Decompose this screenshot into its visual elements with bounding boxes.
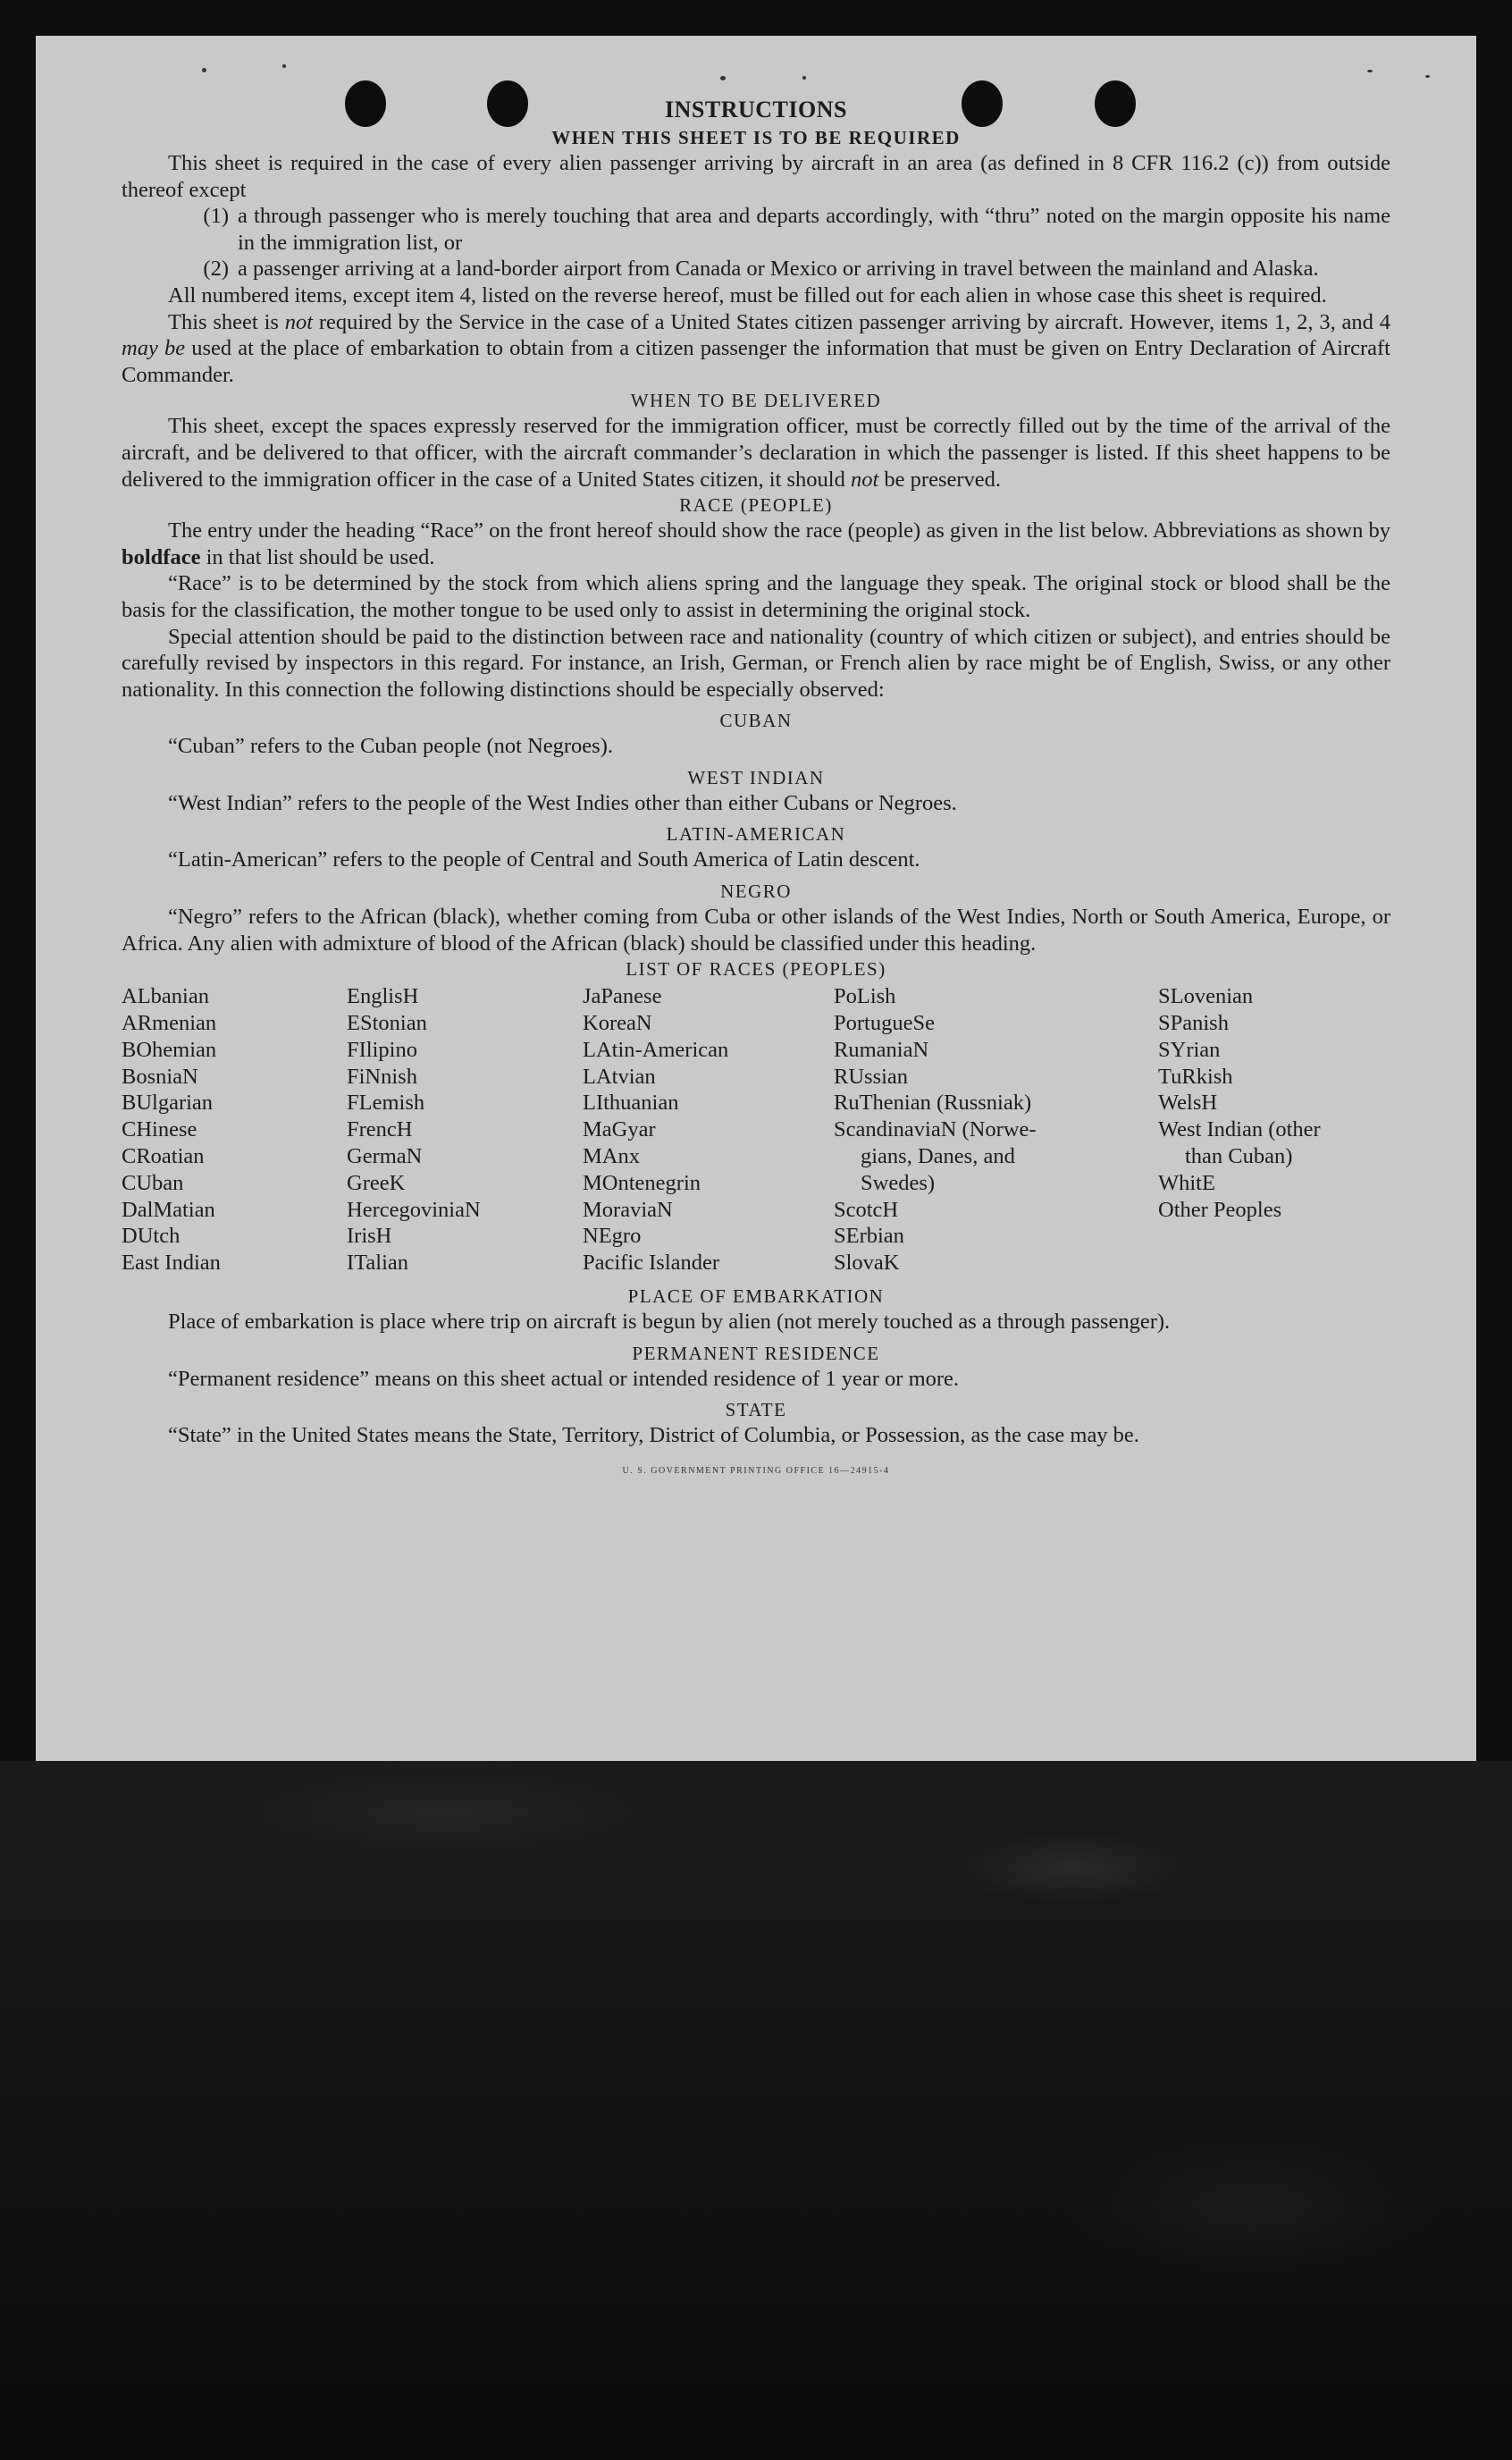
section-heading-delivered: WHEN TO BE DELIVERED [630, 390, 882, 412]
text-run: required by the Service in the case of a United States citizen passenger arriving by aircraft. However, items 1, 2, 3, and 4 [313, 309, 1390, 334]
exception-text: a passenger arriving at a land-border airport from Canada or Mexico or arriving in travel between the mainland and Alaska. [238, 257, 1319, 282]
race-para-2: “Race” is to be determined by the stock from which aliens spring and the language they speak. The original stock or blood shall be the basis for the classification, the mother tongue to be used only to assist in determining the original stock. [122, 571, 1390, 622]
race-para-1 [122, 518, 1390, 570]
instruction-sheet [36, 36, 1476, 1761]
required-intro: This sheet is required in the case of every alien passenger arriving by aircraft in an area (as defined in 8 CFR 116.2 (c)) from outside thereof except [122, 151, 1390, 202]
race-entry: BosniaN [122, 1064, 198, 1089]
race-entry: IrisH [347, 1224, 392, 1249]
page-title: INSTRUCTIONS [665, 97, 847, 122]
race-para-3: Special attention should be paid to the distinction between race and nationality (country of which citizen or subject), and entries should be carefully revised by inspectors in this regard. For instance, an Irish, German, or French alien by race might be of English, Swiss, or any other nationality. In this connection the following distinctions should be especially observed: [122, 624, 1390, 702]
race-entry: LAtvian [583, 1064, 656, 1089]
race-entry: HercegoviniaN [347, 1197, 481, 1222]
section-heading-state: STATE [725, 1399, 787, 1421]
race-entry: GreeK [347, 1170, 406, 1195]
punch-hole [345, 80, 386, 127]
race-entry: JaPanese [583, 984, 662, 1009]
races-column-4 [834, 983, 1158, 1276]
race-entry: DalMatian [122, 1197, 215, 1222]
race-entry: RuThenian (Russniak) [834, 1091, 1032, 1116]
race-entry: than Cuban) [1185, 1144, 1293, 1169]
race-entry: CRoatian [122, 1144, 205, 1169]
section-heading-latin-american: LATIN-AMERICAN [666, 823, 846, 846]
text-run: in that list should be used. [200, 544, 435, 569]
race-entry: Pacific Islander [583, 1251, 720, 1276]
west-indian-text: “West Indian” refers to the people of the West Indies other than either Cubans or Negroes. [168, 790, 957, 815]
race-entry: TuRkish [1158, 1064, 1233, 1089]
text-run: The entry under the heading “Race” on the front hereof should show the race (people) as given in the list below. Abbreviations as shown by [168, 518, 1390, 543]
section-heading-residence: PERMANENT RESIDENCE [632, 1342, 880, 1364]
race-entry: PortugueSe [834, 1011, 935, 1036]
latin-american-text: “Latin-American” refers to the people of Central and South America of Latin descent. [168, 847, 920, 872]
emphasis-text: may be [122, 336, 186, 361]
race-entry: MaGyar [583, 1117, 656, 1142]
text-run: This sheet is [168, 309, 285, 334]
dust-speck [802, 76, 806, 80]
race-entry: KoreaN [583, 1011, 652, 1036]
emphasis-text: not [850, 467, 879, 492]
text-run: used at the place of embarkation to obtain from a citizen passenger the information that must be given on Entry Declaration of Aircraft Commander. [122, 336, 1390, 387]
races-column-1 [122, 983, 347, 1276]
dust-speck [202, 68, 206, 72]
exception-number: (1) [203, 204, 229, 229]
dust-speck [720, 76, 726, 80]
exception-text: a through passenger who is merely touching that area and departs accordingly, with “thru” noted on the margin opposite his name in the immigration list, or [238, 204, 1390, 255]
race-entry: Other Peoples [1158, 1197, 1282, 1222]
text-run: This sheet, except the spaces expressly reserved for the immigration officer, must be correctly filled out by the time of the arrival of the aircraft, and be delivered to that officer, with the aircraft commander’s declaration in which the passenger is listed. If this sheet happens to be delivered to the immigration officer in the case of a United States citizen, it should [122, 414, 1390, 492]
race-entry: West Indian (other [1158, 1117, 1321, 1142]
race-entry: BUlgarian [122, 1091, 214, 1116]
race-entry: ScotcH [834, 1197, 899, 1222]
exception-item-1 [122, 203, 1390, 256]
race-entry: GermaN [347, 1144, 423, 1169]
dust-speck [1425, 75, 1430, 78]
race-entry: MAnx [583, 1144, 640, 1169]
race-entry: CUban [122, 1170, 184, 1195]
scan-background [0, 1761, 1512, 2460]
race-entry: FiNnish [347, 1064, 417, 1089]
section-heading-embarkation: PLACE OF EMBARKATION [627, 1285, 885, 1308]
race-entry: LAtin-American [583, 1037, 729, 1062]
race-entry: EnglisH [347, 984, 419, 1009]
race-entry: WhitE [1158, 1170, 1215, 1195]
race-entry: SErbian [834, 1224, 904, 1249]
residence-text: “Permanent residence” means on this sheet actual or intended residence of 1 year or more. [168, 1366, 960, 1391]
section-heading-negro: NEGRO [720, 880, 792, 903]
race-entry: ARmenian [122, 1011, 217, 1036]
race-entry: Swedes) [861, 1170, 936, 1195]
race-entry: EStonian [347, 1011, 427, 1036]
race-entry: SLovenian [1158, 984, 1254, 1009]
punch-hole [1095, 80, 1136, 127]
state-text: “State” in the United States means the State, Territory, District of Columbia, or Possession, as the case may be. [168, 1423, 1139, 1448]
race-entry: RumaniaN [834, 1037, 929, 1062]
races-column-2 [347, 983, 583, 1276]
race-entry: NEgro [583, 1224, 642, 1249]
negro-text: “Negro” refers to the African (black), whether coming from Cuba or other islands of the West Indies, North or South America, Europe, or Africa. Any alien with admixture of blood of the African (black) should be classified under this heading. [122, 905, 1390, 956]
section-heading-cuban: CUBAN [719, 710, 793, 732]
printer-imprint: U. S. GOVERNMENT PRINTING OFFICE 16—24915-4 [622, 1465, 890, 1476]
punch-hole [962, 80, 1003, 127]
race-entry: SlovaK [834, 1251, 900, 1276]
punch-hole [487, 80, 528, 127]
section-heading-races-list: LIST OF RACES (PEOPLES) [626, 958, 886, 981]
race-entry: MOntenegrin [583, 1170, 701, 1195]
race-entry: RUssian [834, 1064, 909, 1089]
race-entry: FLemish [347, 1091, 425, 1116]
section-heading-required: WHEN THIS SHEET IS TO BE REQUIRED [551, 127, 961, 148]
race-entry: CHinese [122, 1117, 197, 1142]
race-entry: FIlipino [347, 1037, 417, 1062]
races-column-5 [1158, 983, 1390, 1276]
race-entry: ITalian [347, 1251, 409, 1276]
exception-item-2 [122, 256, 1390, 282]
required-para-3 [122, 309, 1390, 389]
bold-text: boldface [122, 544, 201, 569]
dust-speck [282, 64, 286, 68]
exception-number: (2) [203, 257, 229, 282]
race-entry: SYrian [1158, 1037, 1221, 1062]
race-entry: ScandinaviaN (Norwe- [834, 1117, 1037, 1142]
races-column-3 [583, 983, 834, 1276]
delivered-text [122, 413, 1390, 493]
race-entry: East Indian [122, 1251, 221, 1276]
race-entry: DUtch [122, 1224, 181, 1249]
race-entry: BOhemian [122, 1037, 217, 1062]
cuban-text: “Cuban” refers to the Cuban people (not Negroes). [168, 734, 613, 759]
race-entry: ALbanian [122, 984, 209, 1009]
race-entry: gians, Danes, and [861, 1144, 1015, 1169]
race-entry: LIthuanian [583, 1091, 679, 1116]
emphasis-text: not [284, 309, 314, 334]
races-list [122, 983, 1390, 1276]
race-entry: WelsH [1158, 1091, 1218, 1116]
section-heading-race: RACE (PEOPLE) [679, 494, 833, 517]
text-run: be preserved. [878, 467, 1002, 492]
race-entry: SPanish [1158, 1011, 1229, 1036]
race-entry: FrencH [347, 1117, 413, 1142]
race-entry: MoraviaN [583, 1197, 673, 1222]
race-entry: PoLish [834, 984, 896, 1009]
embarkation-text: Place of embarkation is place where trip on aircraft is begun by alien (not merely touched as a through passenger). [168, 1310, 1171, 1335]
section-heading-west-indian: WEST INDIAN [687, 766, 825, 788]
dust-speck [1367, 70, 1373, 72]
required-para-2: All numbered items, except item 4, listed on the reverse hereof, must be filled out for each alien in whose case this sheet is required. [168, 282, 1327, 308]
